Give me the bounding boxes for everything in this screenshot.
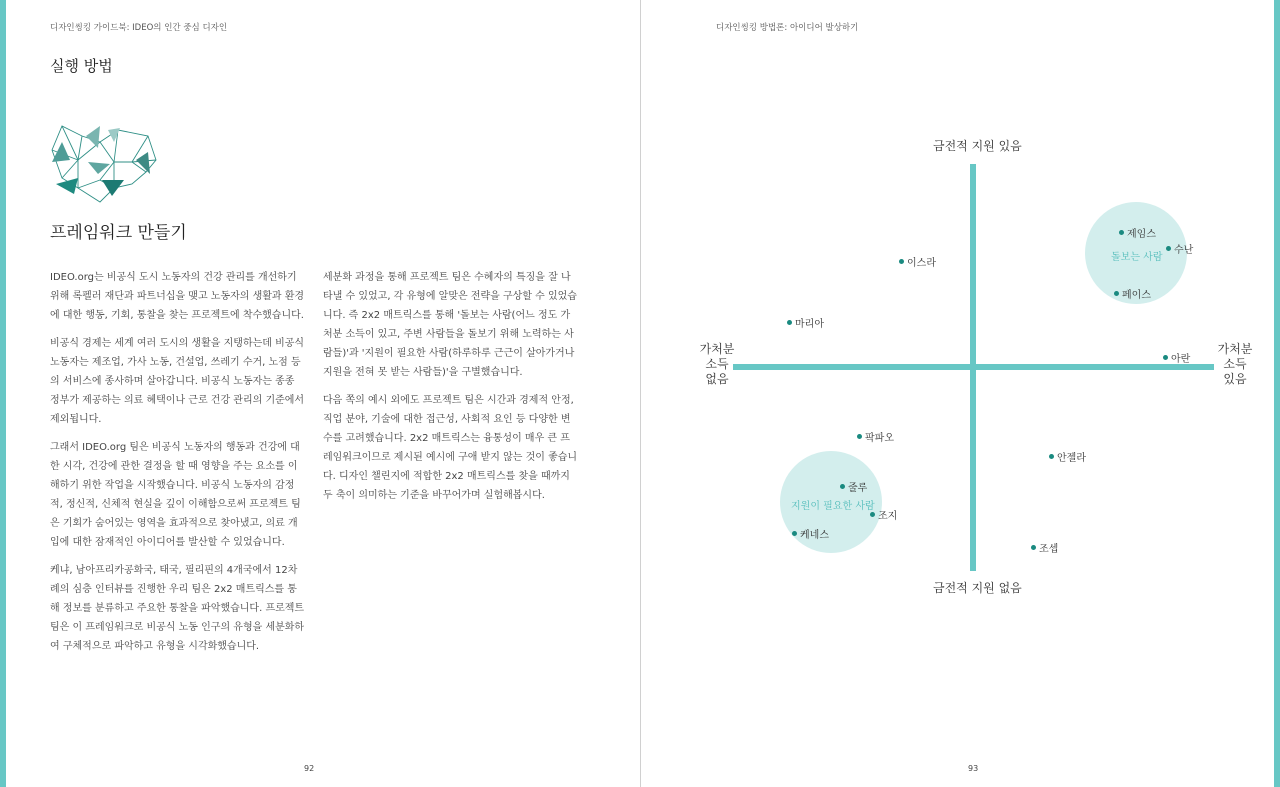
person-label: 줄루 <box>848 483 868 494</box>
horizontal-axis <box>733 364 1214 370</box>
cluster-label-caretakers: 돌보는 사람 <box>1111 252 1163 263</box>
right-page <box>641 0 1274 787</box>
person-label: 조지 <box>878 511 898 522</box>
person-label: 수난 <box>1174 245 1194 256</box>
page-number: 93 <box>968 764 979 773</box>
person-label: 마리아 <box>795 319 824 330</box>
paragraph: IDEO.org는 비공식 도시 노동자의 건강 관리를 개선하기 위해 록펠러 재단과 파트너십을 맺고 노동자의 생활과 환경에 대한 행동, 기회, 통찰을 찾는 프로젝트에 착수했습니다. <box>50 272 305 321</box>
text-column-2 <box>323 268 579 514</box>
dot-icon <box>792 531 797 536</box>
paragraph: 케냐, 남아프리카공화국, 태국, 필리핀의 4개국에서 12차례의 심층 인터뷰를 진행한 우리 팀은 2x2 매트릭스를 통해 정보를 분류하고 주요한 통찰을 파악했습니다. 프로젝트 팀은 이 프레임워크로 비공식 노동 인구의 유형을 세분화하여 구체적으로 파악하고 유형을 시각화했습니다. <box>50 565 305 652</box>
two-by-two-matrix <box>641 0 1274 787</box>
dot-icon <box>787 320 792 325</box>
person-point <box>792 523 829 542</box>
person-label: 아란 <box>1171 354 1191 365</box>
person-point <box>1166 238 1193 257</box>
dot-icon <box>1049 454 1054 459</box>
axis-label-line: 없음 <box>705 372 729 386</box>
person-point <box>899 251 936 270</box>
person-point <box>787 312 824 331</box>
dot-icon <box>1163 355 1168 360</box>
dot-icon <box>1031 545 1036 550</box>
dot-icon <box>870 512 875 517</box>
page-title: 프레임워크 만들기 <box>50 223 187 243</box>
person-label: 조셉 <box>1039 544 1059 555</box>
person-point <box>1049 446 1086 465</box>
paragraph: 세분화 과정을 통해 프로젝트 팀은 수혜자의 특징을 잘 나타낼 수 있었고, 각 유형에 알맞은 전략을 구상할 수 있었습니다. 즉 2x2 매트릭스를 통해 '돌보는 사람(어느 정도 가처분 소득이 있고, 주변 사람들을 돌보기 위해 노력하는 사람들)'과 '지원이 필요한 사람(하루하루 근근이 살아가거나 지원을 전혀 못 받는 사람들)'을 구별했습니다. <box>323 272 577 378</box>
person-label: 이스라 <box>907 258 936 269</box>
axis-label-line: 가처분 <box>1217 342 1253 356</box>
axis-label-right <box>1217 342 1253 387</box>
left-page <box>6 0 640 787</box>
dot-icon <box>1119 230 1124 235</box>
dot-icon <box>857 434 862 439</box>
person-label: 안젤라 <box>1057 453 1086 464</box>
person-label: 페이스 <box>1122 290 1151 301</box>
dot-icon <box>1166 246 1171 251</box>
running-head: 디자인씽킹 방법론: 아이디어 발상하기 <box>716 23 859 33</box>
person-point <box>1163 347 1190 366</box>
framework-icon <box>48 122 160 208</box>
person-point <box>840 476 867 495</box>
person-label: 제임스 <box>1127 229 1156 240</box>
text-column-1 <box>50 268 306 665</box>
person-point <box>1119 222 1156 241</box>
axis-label-line: 가처분 <box>699 342 735 356</box>
axis-label-left <box>699 342 735 387</box>
cluster-label-needs-support: 지원이 필요한 사람 <box>791 501 875 512</box>
person-point <box>1114 283 1151 302</box>
paragraph: 그래서 IDEO.org 팀은 비공식 노동자의 행동과 건강에 대한 시각, 건강에 관한 결정을 할 때 영향을 주는 요소를 이해하기 위한 작업을 시작했습니다. 비공식 노동자의 감정적, 정신적, 신체적 현실을 깊이 이해함으로써 프로젝트 팀은 기회가 숨어있는 영역을 효과적으로 찾아냈고, 의료 개입에 대한 잠재적인 아이디어를 발산할 수 있었습니다. <box>50 442 301 548</box>
person-label: 케네스 <box>800 530 829 541</box>
person-point <box>857 426 894 445</box>
axis-label-line: 소득 <box>1223 357 1247 371</box>
person-point <box>870 504 897 523</box>
running-head: 디자인씽킹 가이드북: IDEO의 인간 중심 디자인 <box>50 23 228 33</box>
paragraph: 다음 쪽의 예시 외에도 프로젝트 팀은 시간과 경제적 안정, 직업 분야, 기술에 대한 접근성, 사회적 요인 등 다양한 변수를 고려했습니다. 2x2 매트릭스는 융통성이 매우 큰 프레임워크이므로 제시된 예시에 구애 받지 않는 것이 좋습니다. 디자인 챌린지에 적합한 2x2 매트릭스를 찾을 때까지 두 축이 의미하는 기준을 바꾸어가며 실험해봅시다. <box>323 395 578 501</box>
right-edge-stripe <box>1274 0 1280 787</box>
section-title: 실행 방법 <box>50 57 113 75</box>
person-label: 팍파오 <box>865 433 894 444</box>
axis-label-line: 있음 <box>1223 372 1247 386</box>
dot-icon <box>1114 291 1119 296</box>
person-point <box>1031 537 1058 556</box>
dot-icon <box>840 484 845 489</box>
paragraph: 비공식 경제는 세계 여러 도시의 생활을 지탱하는데 비공식 노동자는 제조업, 가사 노동, 건설업, 쓰레기 수거, 노점 등의 서비스에 종사하며 살아갑니다. 비공식 노동자는 종종 정부가 제공하는 의료 혜택이나 근로 건강 관리의 기준에서 제외됩니다. <box>50 338 305 425</box>
dot-icon <box>899 259 904 264</box>
page-number: 92 <box>304 764 315 773</box>
axis-label-bottom: 금전적 지원 없음 <box>933 581 1022 595</box>
axis-label-top: 금전적 지원 있음 <box>933 139 1022 153</box>
axis-label-line: 소득 <box>705 357 729 371</box>
